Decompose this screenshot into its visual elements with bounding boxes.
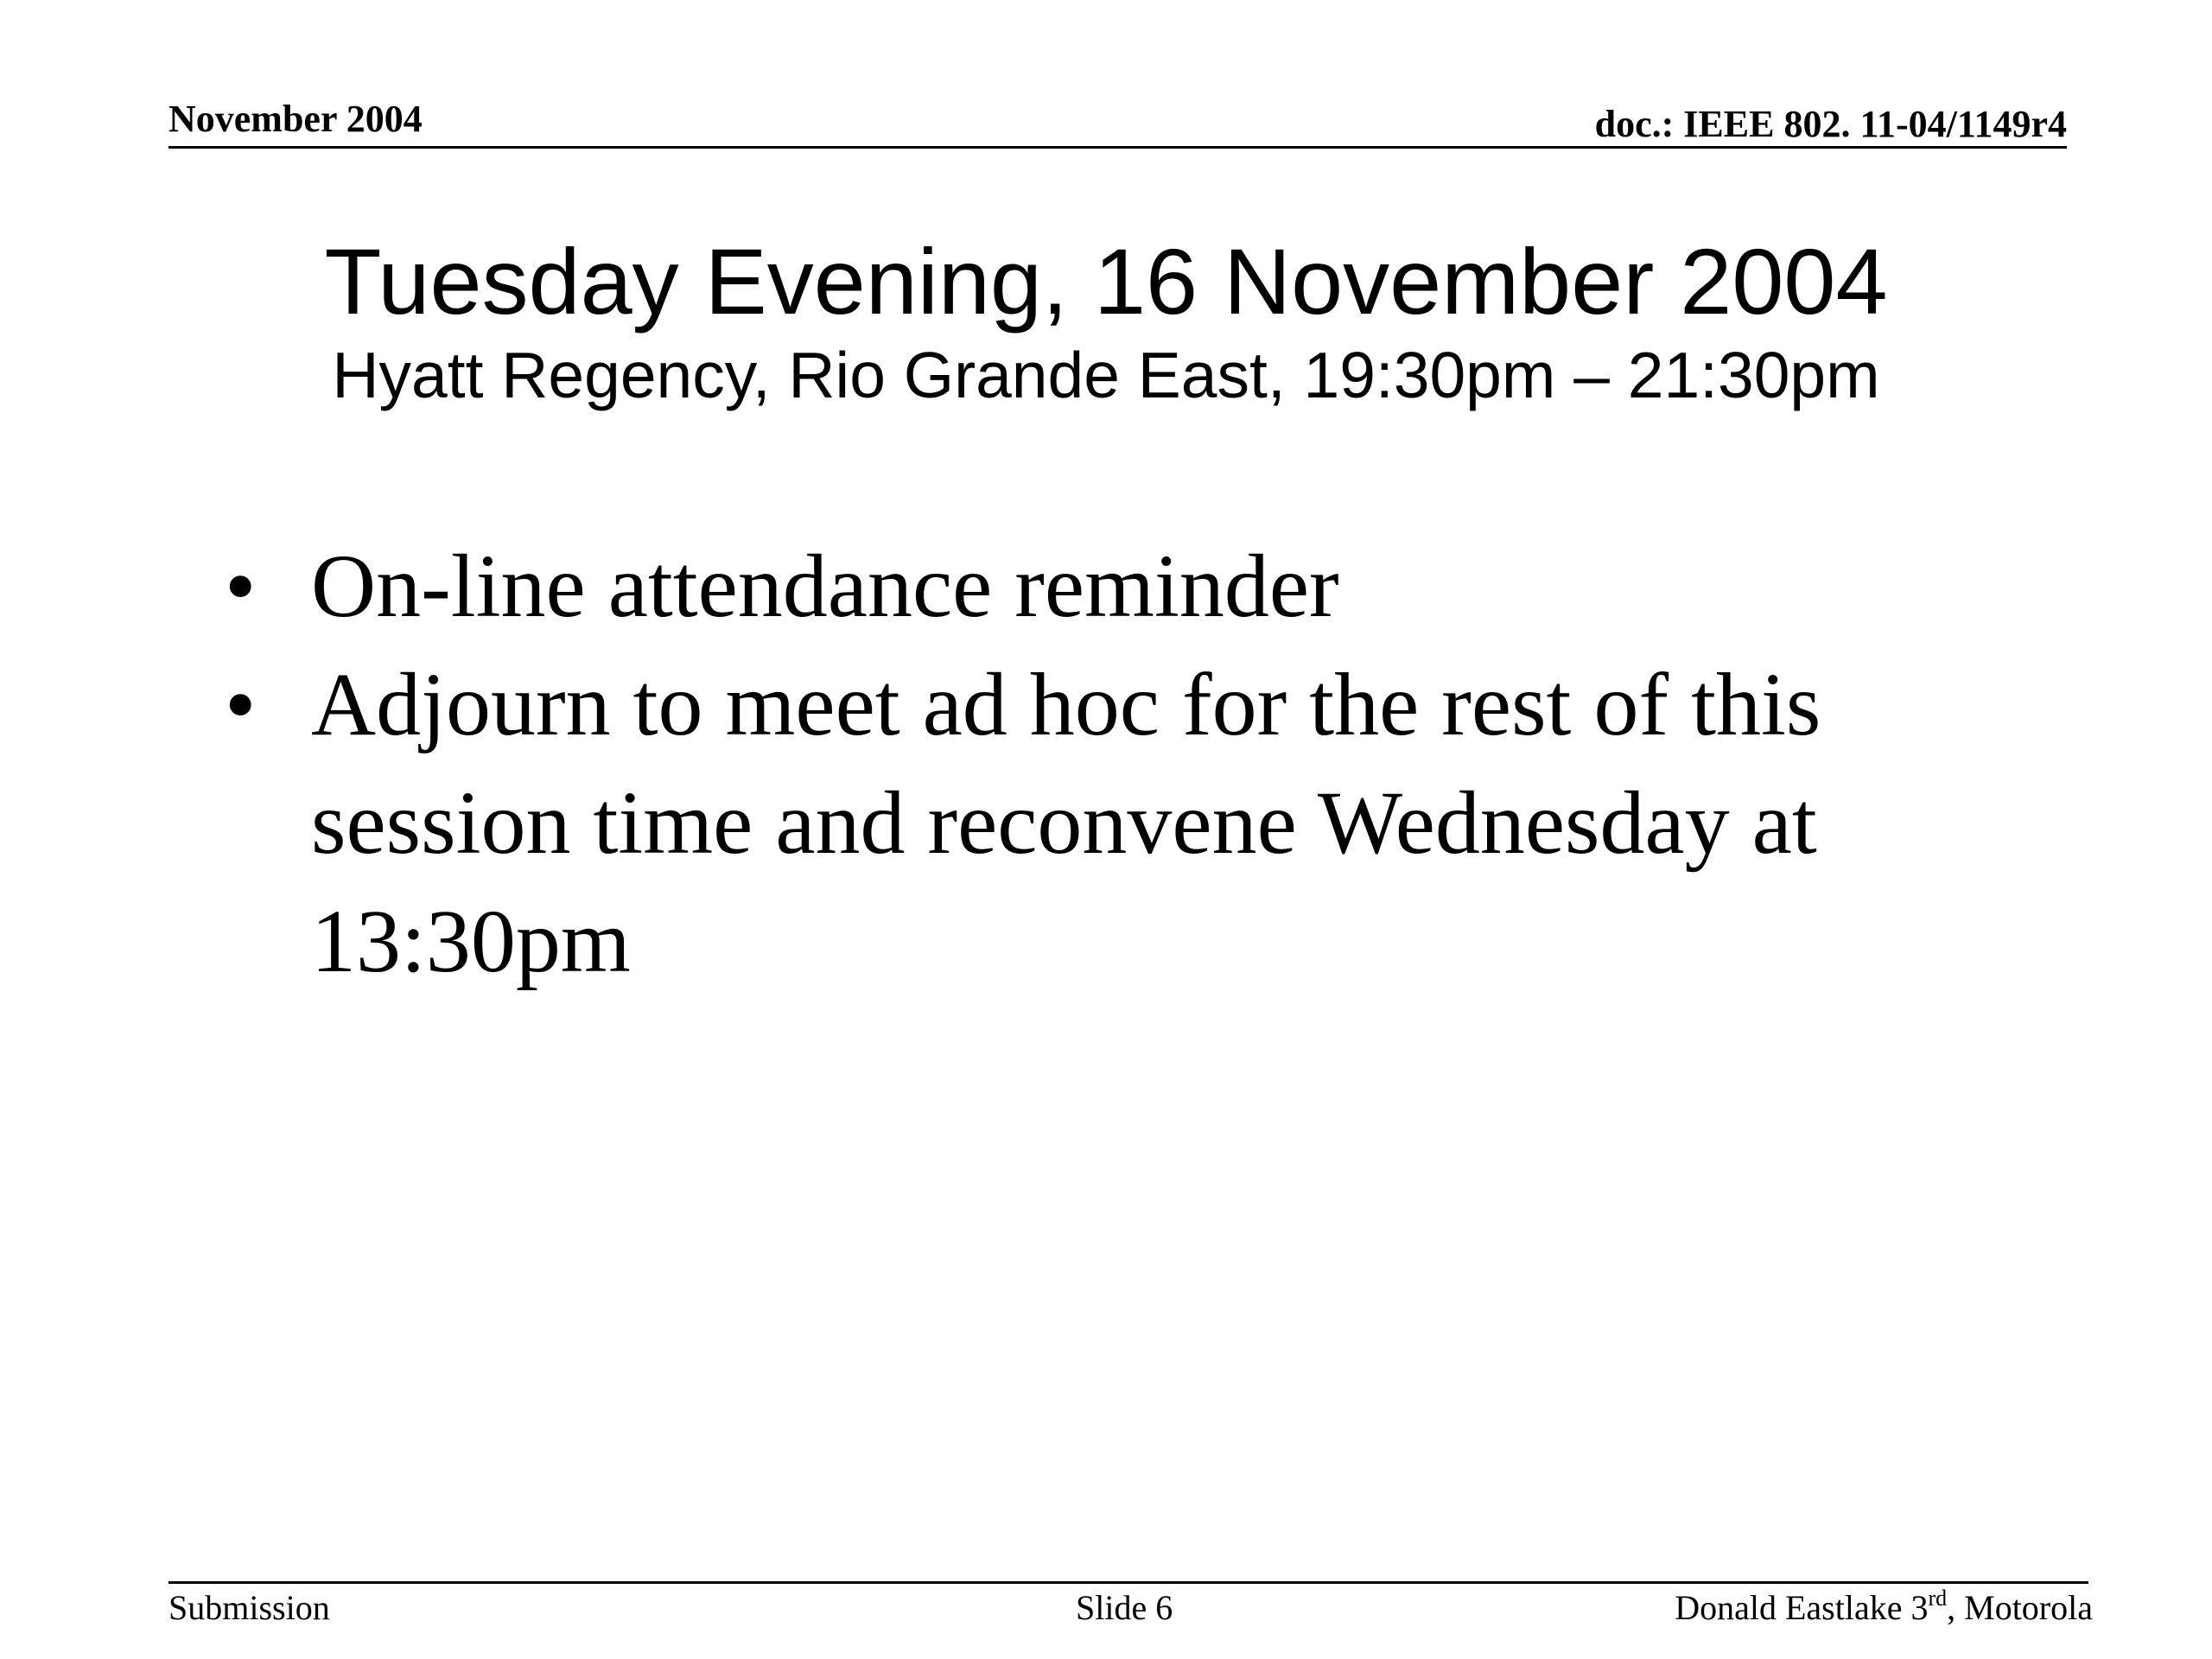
footer-author-ordinal: rd [1928, 1585, 1948, 1611]
bullet-symbol: • [225, 537, 257, 636]
footer-slide-number: Slide 6 [1076, 1588, 1173, 1627]
bullet-text: Adjourn to meet ad hoc for the rest of this session time and reconvene Wednesday at 13:30pm [311, 655, 1821, 991]
footer-author-name: Donald Eastlake 3 [1675, 1588, 1929, 1627]
header-date: November 2004 [168, 98, 423, 140]
slide-title: Tuesday Evening, 16 November 2004 [324, 229, 1888, 334]
slide-subtitle: Hyatt Regency, Rio Grande East, 19:30pm – 21:30pm [332, 339, 1880, 411]
header-doc-id: doc.: IEEE 802. 11-04/1149r4 [1594, 103, 2067, 145]
bullet-list [225, 527, 2039, 1001]
footer-submission: Submission [168, 1588, 330, 1627]
header-divider [168, 146, 2067, 149]
footer-author-affiliation: , Motorola [1947, 1588, 2093, 1627]
footer-divider [168, 1581, 2088, 1584]
bullet-text: On-line attendance reminder [311, 537, 1339, 636]
footer-author [1675, 1586, 2093, 1630]
bullet-symbol: • [225, 655, 257, 754]
title-block [0, 226, 2212, 416]
bullet-item [225, 527, 2039, 645]
bullet-item [225, 645, 2039, 1001]
